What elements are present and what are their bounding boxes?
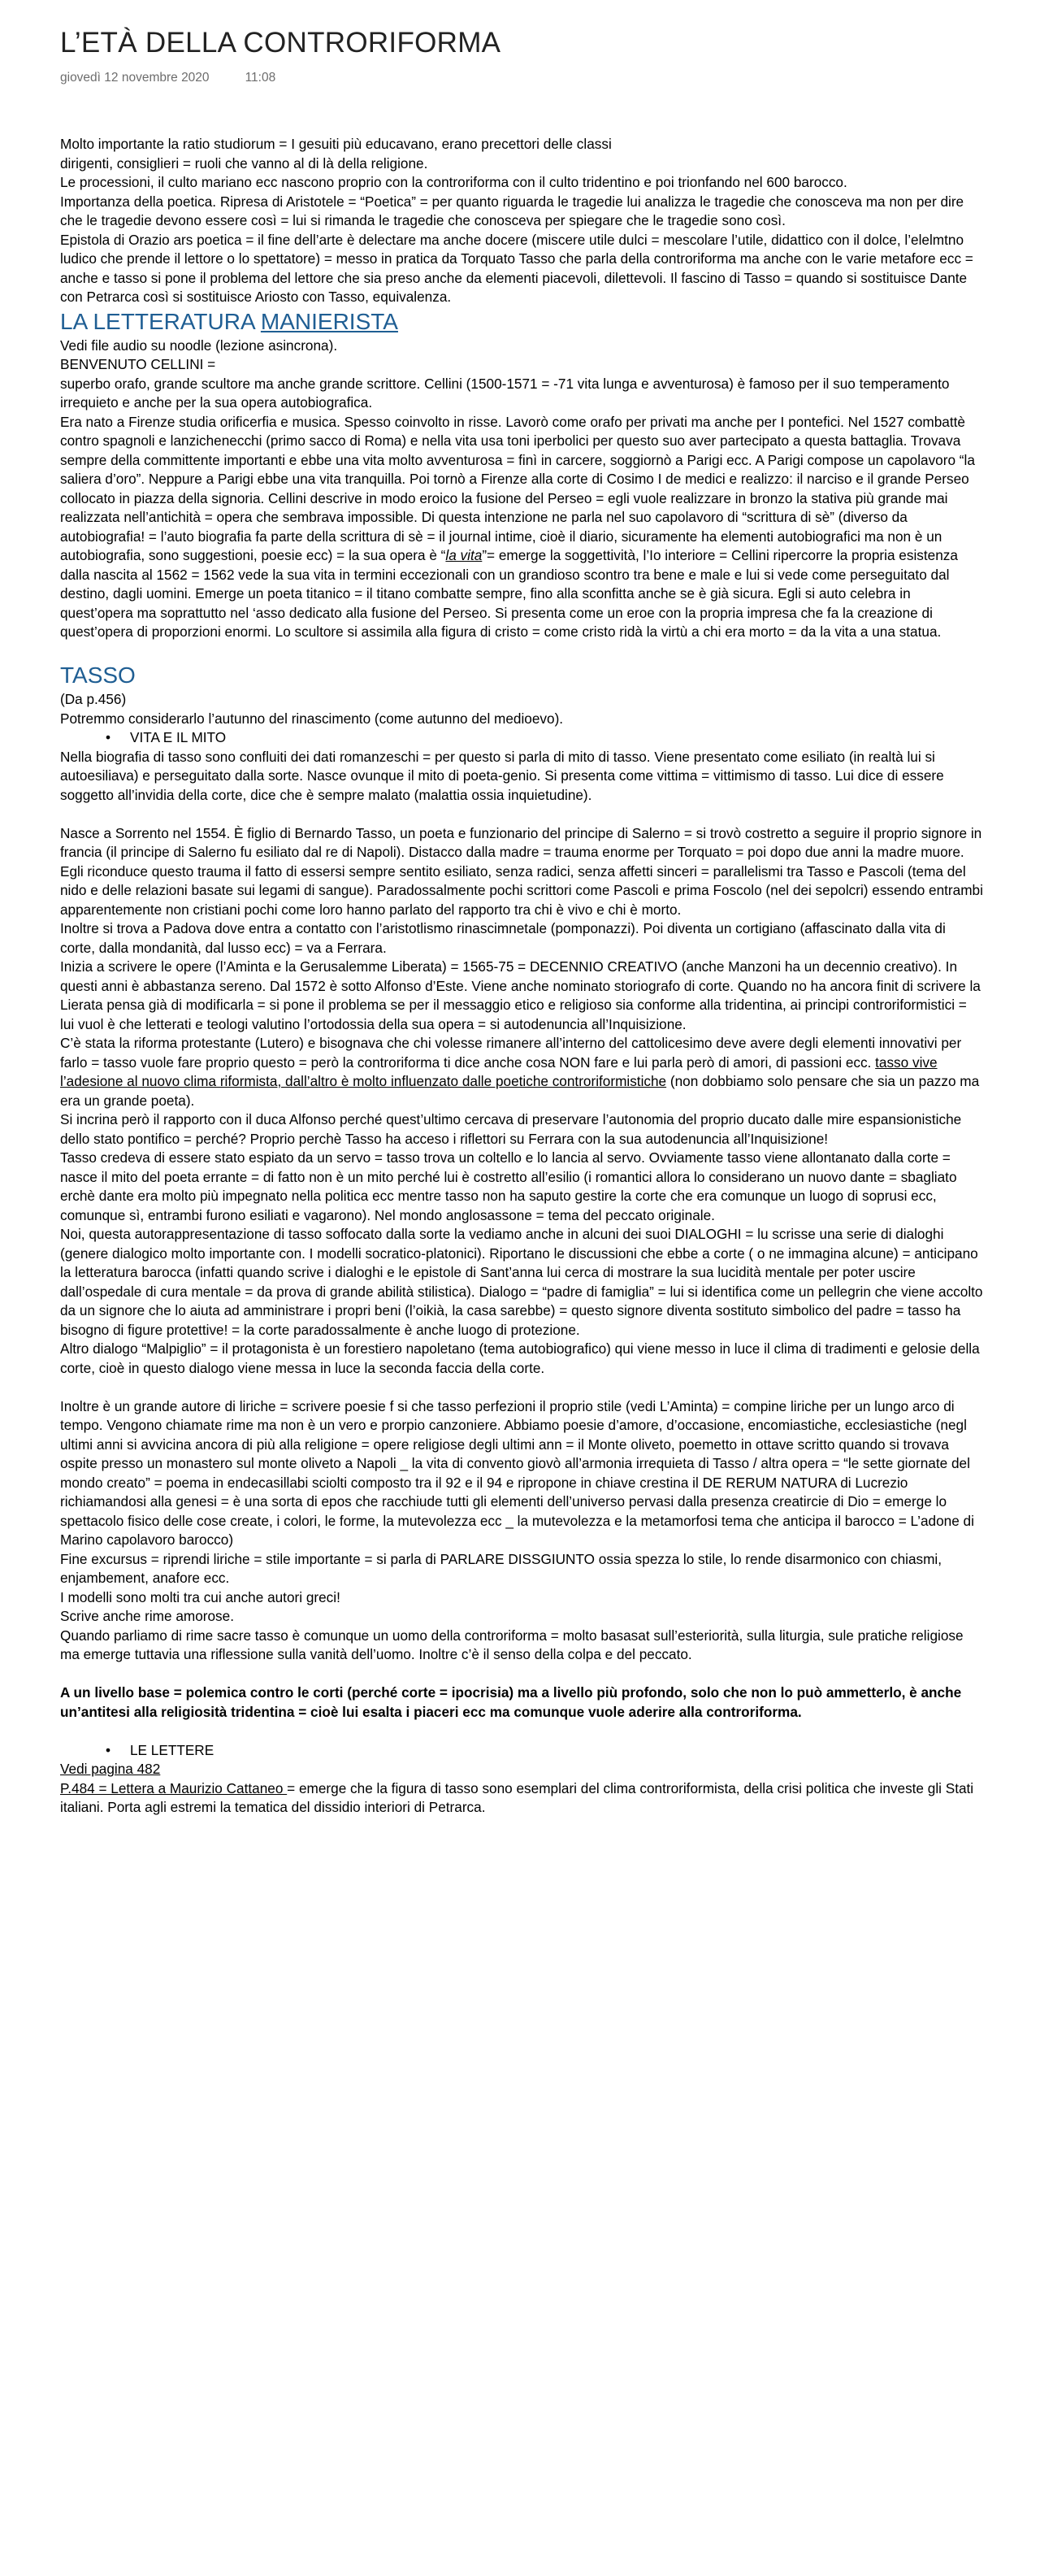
bullet-item — [60, 728, 983, 748]
paragraph: Inizia a scrivere le opere (l’Aminta e la Gerusalemme Liberata) = 1565-75 = DECENNIO CREATIVO (anche Manzoni ha un decennio creativo). In questi anni è abbastanza sereno. Dal 1572 è sotto Alfonso d’Este. Viene anche nominato storiografo di corte. Quando no ha ancora finit di scrivere la Lierata pensa già di modificarla = si pone il problema se per il messaggio etico e religioso sia conforme alla tridentina, ai principi controriformistici = lui vuol è che letterati e teologi valutino l’ortodossia della sua opera = si autodenuncia all’Inquisizione. — [60, 958, 981, 1032]
paragraph: Epistola di Orazio ars poetica = il fine dell’arte è delectare ma anche docere (miscere utile dulci = mescolare l’utile, didattico con il dolce, l’elelmtno ludico che prende il lettore o lo spettatore) = messo in pratica da Torquato Tasso che parla della controriforma ma anche con le varie metafore ecc = anche e tasso si pone il problema del lettore che sia preso anche da elementi piacevoli, dilettevoli. Il fascino di Tasso = quando si sostituisce Dante con Petrarca così si sostituisce Ariosto con Tasso, equivalenza. — [60, 231, 973, 305]
section-heading-tasso: TASSO — [60, 662, 136, 688]
bullet-item — [60, 1741, 983, 1761]
paragraph: Nella biografia di tasso sono confluiti dei dati romanzeschi = per questo si parla di mito di tasso. Viene presentato come esiliato (in realtà lui si autoesiliava) e perseguitato dalla sorte. Nasce ovunque il mito di poeta-genio. Si presenta come vittima = vittimismo di tasso. Lui dice di essere soggetto all’invidia della corte, dice che è sempre malato (malattia ossia inquietudine). — [60, 748, 944, 803]
bullet-icon: • — [106, 1741, 111, 1758]
heading-link: MANIERISTA — [260, 308, 398, 334]
paragraph: Fine excursus = riprendi liriche = stile importante = si parla di PARLARE DISSGIUNTO ossia spezza lo stile, lo rende disarmonico con chiasmi, enjambement, anafore ecc. — [60, 1550, 942, 1586]
paragraph: Scrive anche rime amorose. — [60, 1608, 234, 1624]
spacer — [60, 1722, 983, 1741]
paragraph — [60, 1779, 983, 1818]
bullet-label: VITA E IL MITO — [130, 729, 227, 745]
paragraph: Molto importante la ratio studiorum = I gesuiti più educavano, erano precettori delle classi — [60, 136, 612, 152]
paragraph: Vedi file audio su noodle (lezione asincrona). — [60, 337, 338, 354]
text-run: = emerge che la figura di tasso sono esemplari del clima controriformista, della crisi politica che investe gli Stati italiani. Porta agli estremi la tematica del dissidio interiori di Petrarca. — [60, 1779, 974, 1815]
note-date: giovedì 12 novembre 2020 — [60, 71, 210, 85]
text-run: (non dobbiamo solo pensare che sia un pazzo ma era un grande poeta). — [60, 1073, 980, 1109]
paragraph — [60, 413, 983, 642]
bullet-label: LE LETTERE — [130, 1741, 214, 1758]
paragraph: Le processioni, il culto mariano ecc nascono proprio con la controriforma con il culto tridentino e poi trionfando nel 600 barocco. — [60, 174, 847, 190]
bullet-icon: • — [106, 729, 111, 745]
bold-paragraph: A un livello base = polemica contro le corti (perché corte = ipocrisia) ma a livello più profondo, solo che non lo può ammetterlo, è anche un’antitesi alla religiosità tridentina = cioè lui esalta i piaceri ecc ma comunque vuole aderire alla controriforma. — [60, 1684, 962, 1720]
paragraph: Tasso credeva di essere stato espiato da un servo = tasso trova un coltello e lo lancia al servo. Ovviamente tasso viene allontanato dalla corte = nasce il mito del poeta errante = di fatto non è un mito perché lui è costretto all’esilio (i romantici allora lo considerano un nuovo dante = sbagliato erchè dante era molto più impegnato nella politica ecc mentre tasso non ha saputo gestire la corte che era comunque un luogo di soprusi ecc, comunque sì, entrambi furono esiliati e vagarono). Nel mondo anglosassone = tema del peccato originale. — [60, 1149, 957, 1223]
text-run: ”= emerge la soggettività, l’Io interiore = Cellini ripercorre la propria esistenza dalla nascita al 1562 = 1562 vede la sua vita in termini eccezionali con un grandioso scontro tra bene e male e lui si vede come perseguitato dal destino, dagli uomini. Emerge un poeta titanico = il titano combatte sempre, fino alla sconfitta anche se è già sicura. Egli si auto celebra in quest’opera ma soprattutto nel ‘asso dedicato alla fusione del Perseo. Si presenta come un eroe con la propria impresa che fa la creazione di quest’opera di proporzioni enormi. Lo scultore si assimila alla figura di cristo = come cristo ridà la virtù a chi era morto = da la vita a una statua. — [60, 547, 958, 640]
note-meta — [60, 70, 983, 86]
spacer — [60, 642, 983, 662]
page-reference: Vedi pagina 482 — [60, 1761, 161, 1777]
paragraph: dirigenti, consiglieri = ruoli che vanno al di là della religione. — [60, 154, 428, 172]
paragraph: Altro dialogo “Malpiglio” = il protagonista è un forestiero napoletano (tema autobiografico) qui viene messo in luce il clima di tradimenti e gelosie della corte, cioè in questo dialogo viene messa in luce la seconda faccia della corte. — [60, 1340, 980, 1376]
underlined-text: tasso vive l’adesione al nuovo clima riformista, dall’altro è molto influenzato dalle poetiche controriformistiche — [60, 1053, 938, 1089]
spacer — [60, 805, 983, 824]
paragraph: BENVENUTO CELLINI = — [60, 356, 216, 372]
emphasis: la vita — [445, 547, 483, 563]
paragraph: Inoltre si trova a Padova dove entra a contatto con l’aristotlismo rinascimnetale (pomponazzi). Poi diventa un cortigiano (affascinato dalla vita di corte, dalla mondanità, dal lusso ecc) = va a Ferrara. — [60, 920, 946, 956]
paragraph: Si incrina però il rapporto con il duca Alfonso perché quest’ultimo cercava di preservare l’autonomia del proprio ducato dalle mire espansionistiche dello stato pontifico = perché? Proprio perchè Tasso ha acceso i riflettori su Ferrara con la sua autodenuncia all’Inquisizione! — [60, 1111, 962, 1147]
page-title: L’ETÀ DELLA CONTRORIFORMA — [60, 27, 501, 59]
text-run: C’è stata la riforma protestante (Lutero) e bisognava che chi volesse rimanere all’interno del cattolicesimo deve avere degli elementi innovativi per farlo = tasso vuole fare proprio questo = però la controriforma ti dice anche cosa NON fare e lui parla però di amori, di passioni ecc. — [60, 1035, 962, 1071]
paragraph: Noi, questa autorappresentazione di tasso soffocato dalla sorte la vediamo anche in alcuni dei suoi DIALOGHI = lu scrisse una serie di dialoghi (genere dialogico molto importante con. I modelli socratico-platonici). Riportano le discussioni che ebbe a corte ( o ne immagina alcune) = anticipano la letteratura barocca (infatti quando scrive i dialoghi e le epistole di Sant’anna lui cerca di mostrare la sua lucidità mentale per poter uscire dall’ospedale di cura mentale = da prova di grande abilità stilistica). Dialogo = “padre di famiglia” = lui si identifica come un pellegrin che viene accolto da un signore che lo aiuta ad amministrare i propri beni (l’oikià, la casa sarebbe) = questo signore diventa sostituto simbolico del padre = tasso ha bisogno di figure protettive! = la corte paradossalmente è anche luogo di protezione. — [60, 1226, 983, 1338]
spacer — [60, 1378, 983, 1397]
paragraph: I modelli sono molti tra cui anche autori greci! — [60, 1588, 340, 1605]
page-reference: P.484 = Lettera a Maurizio Cattaneo — [60, 1779, 288, 1796]
paragraph: superbo orafo, grande scultore ma anche grande scrittore. Cellini (1500-1571 = -71 vita lunga e avventurosa) è famoso per il suo temperamento irrequieto e anche per la sua opera autobiografica. — [60, 375, 950, 411]
paragraph: Importanza della poetica. Ripresa di Aristotele = “Poetica” = per quanto riguarda le tragedie lui analizza le tragedie che conosceva ma non per dire che le tragedie devono essere così = lui si rimanda le tragedie che conosceva per spiegare che le tragedie sono così. — [60, 193, 964, 228]
paragraph: Quando parliamo di rime sacre tasso è comunque un uomo della controriforma = molto basasat sull’esteriorità, sulla liturgia, sule pratiche religiose ma emerge tuttavia una riflessione sulla vanità dell’uomo. Inoltre c’è il senso della colpa e del peccato. — [60, 1627, 964, 1662]
heading-text: LA LETTERATURA — [60, 308, 261, 334]
section-heading-manierista — [60, 307, 983, 337]
paragraph: Inoltre è un grande autore di liriche = scrivere poesie f si che tasso perfezioni il proprio stile (vedi L’Aminta) = compine liriche per un lungo arco di tempo. Vengono chiamate rime ma non è un vero e prorpio canzoniere. Abbiamo poesie d’amore, d’occasione, encomiastiche, ecclesiastiche (negl ultimi anni si avvicina ancora di più alla religione = opere religiose degli ultimi ann = il Monte oliveto, poemetto in ottave scritto quando si trovava ospite presso un monastero sul monte oliveto a Napoli _ la vita di convento giovò all’armonia irrequieta di Tasso / altra opera = “le sette giornate del mondo creato” = poema in endecasillabi sciolti composto tra il 92 e il 94 e ripropone in chiave crestina il DE RERUM NATURA di Lucrezio richiamandosi alla genesi = è una sorta di epos che racchiude tutti gli elementi dell’universo pervasi dalla presenza creatircie di Dio = emerge lo spettacolo fisico delle cose create, i colori, le forme, la mutevolezza ecc _ la mutevolezza e la metamorfosi tema che anticipa il barocco = L’adone di Marino capolavoro barocco) — [60, 1397, 974, 1548]
note-time: 11:08 — [245, 71, 276, 85]
paragraph: Potremmo considerarlo l’autunno del rinascimento (come autunno del medioevo). — [60, 710, 564, 727]
note-body[interactable] — [60, 135, 983, 1818]
spacer — [60, 1665, 983, 1684]
paragraph: (Da p.456) — [60, 691, 127, 707]
text-run: Era nato a Firenze studia orificerfia e musica. Spesso coinvolto in risse. Lavorò come orafo per privati ma anche per I pontefici. Nel 1527 combattè contro spagnoli e lanzichenecchi (primo sacco di Roma) e nella vita usa toni iperbolici per questo suo aver partecipato a questa battaglia. Trovava sempre della committente importanti e ebbe una vita molto avventurosa = finì in carcere, soggiornò a Parigi ecc. A Parigi compose un capolavoro “la saliera d’oro”. Neppure a Parigi ebbe una vita tranquilla. Poi tornò a Firenze alla corte di Cosimo I de medici e realizzo: il narciso e il grande Perseo collocato in piazza della signoria. Cellini descrive in modo eroico la fusione del Perseo = egli vuole realizzare in bronzo la stativa più grande mai realizzata nell’antichità = opera che sembrava impossible. Di questa intenzione ne parla nel suo capolavoro di “scrittura di sè” (diverso da autobiografia! = l’auto biografia fa parte della scrittura di sè = il journal intime, cioè il diario, sicuramente ha elementi autobiografici ma non è un autobiografia, sono suggestioni, poesie ecc) = la sua opera è “ — [60, 413, 975, 563]
paragraph: Nasce a Sorrento nel 1554. È figlio di Bernardo Tasso, un poeta e funzionario del principe di Salerno = si trovò costretto a seguire il proprio signore in francia (il principe di Salerno fu esiliato dal re di Napoli). Distacco dalla madre = trauma enorme per Torquato = poi dopo due anni la madre muore. Egli riconduce questo trauma il fatto di essersi sempre sentito esiliato, senza radici, senza affetti sinceri = parallelismi tra Tasso e Pascoli (tema del nido e delle relazioni basate sui legami di sangue). Paradossalmente pochi scrittori come Pascoli e prima Foscolo (nel dei sepolcri) essendo entrambi apparentemente non cristiani pochi come loro hanno parlato del rapporto tra chi è vivo e chi è morto. — [60, 824, 983, 918]
paragraph — [60, 1034, 983, 1110]
